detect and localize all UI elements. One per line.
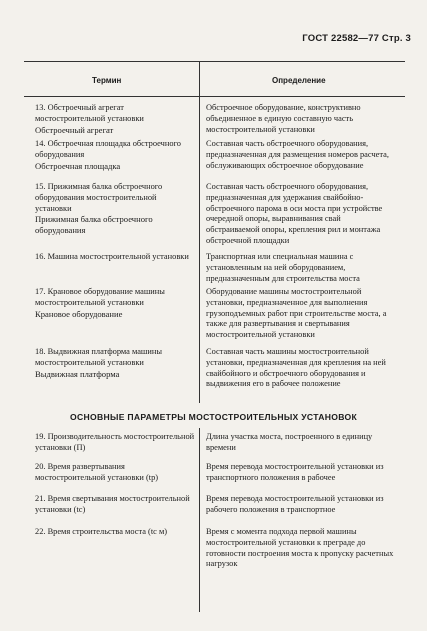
param-22: 22. Время строительства моста (tс м) (35, 527, 168, 536)
definition-15: Составная часть обстроечного оборудования, предназначенная для удержания свайбойно-обстроечного парома в оси моста при устройстве очередной опоры, выравнивания свай обстраиваемой опоры, крепления рил и монтажа обстроечной площадки (206, 182, 383, 245)
param-20: 20. Время развертывания мостостроительной установки (tр) (35, 462, 159, 482)
definition-16: Транспортная или специальная машина с установленным на ней оборудованием, предназначенным для строительства моста (206, 252, 360, 283)
table-top-rule (24, 61, 405, 62)
term-16: 16. Машина мостостроительной установки (35, 252, 189, 261)
section-title: ОСНОВНЫЕ ПАРАМЕТРЫ МОСТОСТРОИТЕЛЬНЫХ УСТАНОВОК (69, 412, 358, 422)
column-divider (199, 61, 200, 403)
term-13: 13. Обстроечный агрегат мостостроительной установки Обстроечный агрегат (35, 103, 144, 135)
definition-17: Оборудование машины мостостроительной установки, предназначенное для выполнения грузоподъемных работ при строительстве моста, а также для развертывания и свертывания мостостроительной установки (206, 287, 387, 340)
page-header: ГОСТ 22582—77 Стр. 3 (302, 33, 411, 44)
definition-13: Обстроечное оборудование, конструктивно объединенное в единую составную часть мостостроительной установки (206, 103, 361, 134)
term-18: 18. Выдвижная платформа машины мостостроительной установки Выдвижная платформа (35, 347, 162, 379)
column-divider-lower (199, 428, 200, 612)
column-header-definition: Определение (272, 76, 326, 85)
param-21: 21. Время свертывания мостостроительной установки (tс) (35, 494, 190, 514)
column-header-term: Термин (92, 76, 122, 85)
definition-14: Составная часть обстроечного оборудования, предназначенная для размещения номеров расчета, обслуживающих обстроечное оборудование (206, 139, 389, 170)
param-definition-19: Длина участка моста, построенного в единицу времени (206, 432, 373, 452)
term-17: 17. Крановое оборудование машины мостостроительной установки Крановое оборудование (35, 287, 165, 319)
table-header-rule (24, 96, 405, 97)
param-definition-20: Время перевода мостостроительной установки из транспортного положения в рабочее (206, 462, 384, 482)
param-definition-21: Время перевода мостостроительной установки из рабочего положения в транспортное (206, 494, 384, 514)
definition-18: Составная часть машины мостостроительной установки, предназначенная для крепления на ней свайбойного и обстроечного оборудования и выдвижения его в рабочее положение (206, 347, 386, 389)
term-14: 14. Обстроечная площадка обстроечного оборудования Обстроечная площадка (35, 139, 181, 171)
param-definition-22: Время с момента подхода первой машины мостостроительной установки к преграде до готовности построения моста к пропуску расчетных нагрузок (206, 527, 394, 569)
param-19: 19. Производительность мостостроительной установки (П) (35, 432, 195, 452)
term-15: 15. Прижимная балка обстроечного оборудования мостостроительной установки Прижимная балка обстроечного оборудования (35, 182, 163, 236)
